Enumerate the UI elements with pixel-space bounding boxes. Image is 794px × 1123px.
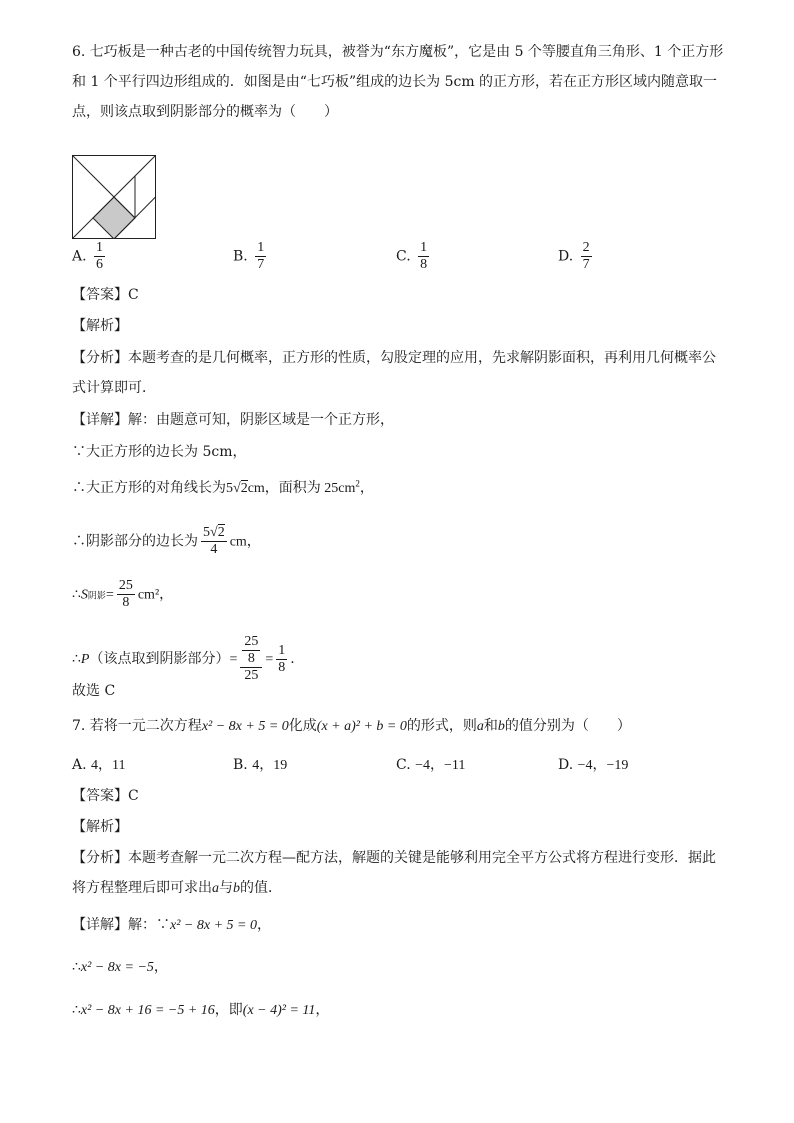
q6-option-a: A. $\frac{1}{6}$: [72, 240, 104, 272]
q6-line-2: 和 1 个平行四边形组成的．如图是由“七巧板”组成的边长为 5cm 的正方形，若在正方形区域内随意取一: [72, 74, 718, 90]
q6-line-1: 6. 七巧板是一种古老的中国传统智力玩具，被誉为“东方魔板”，它是由 5 个等腰直角三角形、1 个正方形: [72, 44, 724, 60]
q6-conclusion: 故选 C: [72, 683, 116, 699]
q6-step-4: ∴S阴影= $\frac{25}{8}$ cm²，: [72, 578, 174, 610]
q6-answer: 【答案】C: [72, 287, 139, 303]
q6-analysis-line-1: 【分析】本题考查的是几何概率，正方形的性质，勾股定理的应用，先求解阴影面积，再利用几何概率公: [72, 350, 716, 366]
q7-detail: 【详解】解：∵x² − 8x + 5 = 0，: [72, 917, 271, 933]
q6-step-2: ∴大正方形的对角线长为5√2cm，面积为 $25cm^2$，: [72, 478, 374, 496]
q7-line-1: 7. 若将一元二次方程x² − 8x + 5 = 0化成(x + a)² + b = 0的形式，则a和b的值分别为（ ）: [72, 718, 631, 734]
q6-line-3: 点，则该点取到阴影部分的概率为（ ）: [72, 104, 338, 120]
q6-step-3: ∴阴影部分的边长为 $\frac{5√2}{4}$ cm，: [72, 525, 261, 557]
q7-answer: 【答案】C: [72, 788, 139, 804]
q6-analysis-heading: 【解析】: [72, 318, 128, 334]
q7-option-d: D. −4，−19: [558, 757, 629, 773]
q6-option-c: C. $\frac{1}{8}$: [396, 240, 428, 272]
q7-option-b: B. 4，19: [233, 757, 288, 773]
q7-step-2: ∴x² − 8x + 16 = −5 + 16，即(x − 4)² = 11，: [72, 1002, 330, 1018]
q7-analysis-line-1: 【分析】本题考查解一元二次方程—配方法，解题的关键是能够利用完全平方公式将方程进行变形．据此: [72, 850, 716, 866]
q6-analysis-line-2: 式计算即可．: [72, 380, 156, 396]
q6-option-d: D. $\frac{2}{7}$: [558, 240, 590, 272]
tangram-figure: [72, 155, 156, 239]
q7-option-c: C. −4，−11: [396, 757, 466, 773]
q6-detail: 【详解】解：由题意可知，阴影区域是一个正方形，: [72, 412, 394, 428]
q7-option-a: A. 4，11: [72, 757, 126, 773]
q6-step-5: ∴P（该点取到阴影部分）= $\frac{\frac{25}{8}}{25}$ = $\frac{1}{8}$ .: [72, 634, 295, 683]
q7-analysis-heading: 【解析】: [72, 819, 128, 835]
q7-step-1: ∴x² − 8x = −5，: [72, 959, 168, 975]
q6-step-1: ∵大正方形的边长为 5cm，: [72, 444, 247, 460]
q6-option-b: B. $\frac{1}{7}$: [233, 240, 265, 272]
shaded-square: [93, 197, 135, 239]
q7-analysis-line-2: 将方程整理后即可求出a与b的值．: [72, 880, 282, 896]
